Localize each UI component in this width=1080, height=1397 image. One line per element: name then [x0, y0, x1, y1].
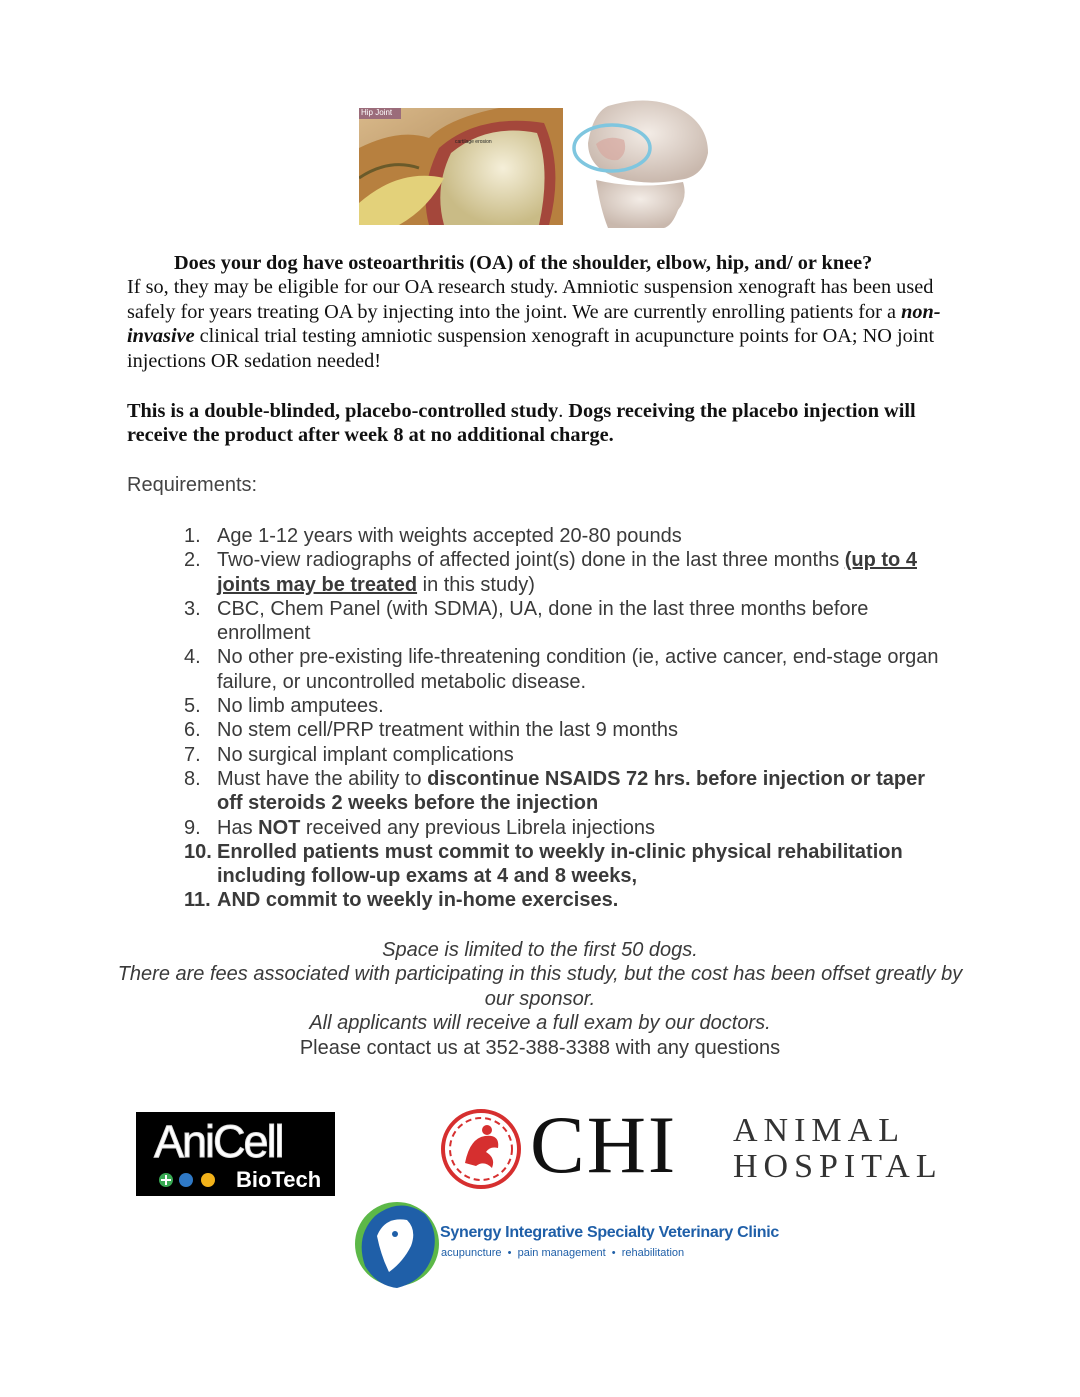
requirements-label: Requirements: — [127, 474, 258, 496]
synergy-tagline: acupuncture • pain management • rehabilitation — [441, 1247, 685, 1259]
anicell-name: AniCell — [154, 1116, 283, 1167]
chi-line2: HOSPITAL — [733, 1148, 943, 1185]
not-emphasis: NOT — [258, 816, 301, 839]
item-text: No stem cell/PRP treatment within the last 9 months — [217, 719, 678, 742]
hip-caption-sub: cartilage erosion — [455, 139, 492, 145]
item-text: Must have the ability to — [217, 767, 428, 790]
non-invasive-emphasis: non-invasive — [127, 300, 941, 348]
item-number: 11. — [184, 889, 211, 912]
intro-paragraph — [127, 275, 957, 373]
study-design-part1: This is a double-blinded, placebo-controlled study — [127, 400, 559, 422]
exam-note: All applicants will receive a full exam by our doctors. — [309, 1012, 771, 1035]
list-item — [184, 524, 954, 548]
requirements-list — [184, 524, 954, 913]
item-text: Age 1-12 years with weights accepted 20-80 pounds — [217, 525, 682, 547]
item-text-tail: in this study) — [417, 573, 535, 596]
item-number: 9. — [184, 816, 201, 839]
chi-dragon-emblem-icon — [440, 1108, 522, 1190]
joints-limit-underlined: (up to 4 joints may be treated — [217, 549, 917, 596]
item-number: 7. — [184, 743, 201, 766]
chi-line1: ANIMAL — [733, 1112, 905, 1149]
intro-paragraph-tail: clinical trial testing amniotic suspension xenograft in acupuncture points for OA; NO joint injections OR sedation needed! — [127, 325, 935, 372]
item-text: No other pre-existing life-threatening condition (ie, active cancer, end-stage organ failure, or uncontrolled metabolic disease. — [217, 646, 939, 693]
item-number: 10. — [184, 840, 212, 863]
item-number: 5. — [184, 695, 201, 718]
synergy-name: Synergy Integrative Specialty Veterinary Clinic — [440, 1224, 779, 1241]
list-item — [184, 645, 954, 694]
knee-joint-drawing — [568, 98, 718, 228]
nsaids-requirement-bold: discontinue NSAIDS 72 hrs. before injection or taper off steroids 2 weeks before the injection — [217, 767, 925, 815]
item-number: 4. — [184, 646, 201, 669]
closing-section — [110, 938, 970, 1060]
item-text: Has — [217, 816, 259, 839]
contact-note: Please contact us at 352-388-3388 with any questions — [299, 1036, 781, 1059]
item-number: 2. — [184, 549, 201, 572]
item-text: No limb amputees. — [217, 695, 384, 718]
list-item — [184, 840, 954, 889]
chi-name: CHI — [530, 1099, 678, 1190]
list-item — [184, 718, 954, 742]
list-item — [184, 597, 954, 646]
item-text: No surgical implant complications — [217, 743, 514, 766]
synergy-clinic-logo — [355, 1196, 779, 1292]
study-design-statement — [127, 399, 967, 448]
item-number: 8. — [184, 767, 201, 790]
fees-note: There are fees associated with participating in this study, but the cost has been offset greatly by our sponsor. — [117, 963, 963, 1010]
item-number: 1. — [184, 525, 201, 547]
synergy-dog-icon — [355, 1196, 439, 1292]
list-item — [184, 888, 954, 912]
hip-caption-label: Hip Joint — [361, 108, 393, 117]
list-item — [184, 548, 954, 597]
animal-icons — [158, 1171, 224, 1189]
item-text: AND commit to weekly in-home exercises. — [217, 889, 619, 912]
item-number: 3. — [184, 597, 201, 620]
anicell-logo — [136, 1112, 335, 1196]
list-item — [184, 743, 954, 767]
item-text-tail: received any previous Librela injections — [300, 816, 655, 839]
space-limited-note: Space is limited to the first 50 dogs. — [382, 939, 698, 961]
list-item — [184, 816, 954, 840]
item-number: 6. — [184, 719, 201, 742]
item-text: Enrolled patients must commit to weekly in-clinic physical rehabilitation including follow-up exams at 4 and 8 weeks, — [217, 840, 903, 888]
intro-paragraph-text: If so, they may be eligible for our OA research study. Amniotic suspension xenograft has been used safely for years treating OA by injecting into the joint. We are currently enrolling patients for a — [127, 276, 934, 323]
item-text: CBC, Chem Panel (with SDMA), UA, done in the last three months before enrollment — [217, 597, 869, 645]
study-design-part2: Dogs receiving the placebo injection will receive the product after week 8 at no additional charge. — [127, 400, 916, 447]
knee-joint-illustration — [568, 98, 718, 228]
list-item — [184, 767, 954, 816]
list-item — [184, 694, 954, 718]
intro-section — [127, 251, 957, 373]
hip-joint-illustration — [359, 108, 563, 225]
headline: Does your dog have osteoarthritis (OA) of the shoulder, elbow, hip, and/ or knee? — [174, 252, 873, 274]
study-design-separator: . — [558, 400, 569, 422]
anicell-sub: BioTech — [236, 1167, 322, 1192]
hip-joint-drawing — [359, 108, 563, 225]
chi-animal-hospital-logo — [440, 1099, 950, 1190]
item-text: Two-view radiographs of affected joint(s) done in the last three months — [217, 549, 845, 572]
